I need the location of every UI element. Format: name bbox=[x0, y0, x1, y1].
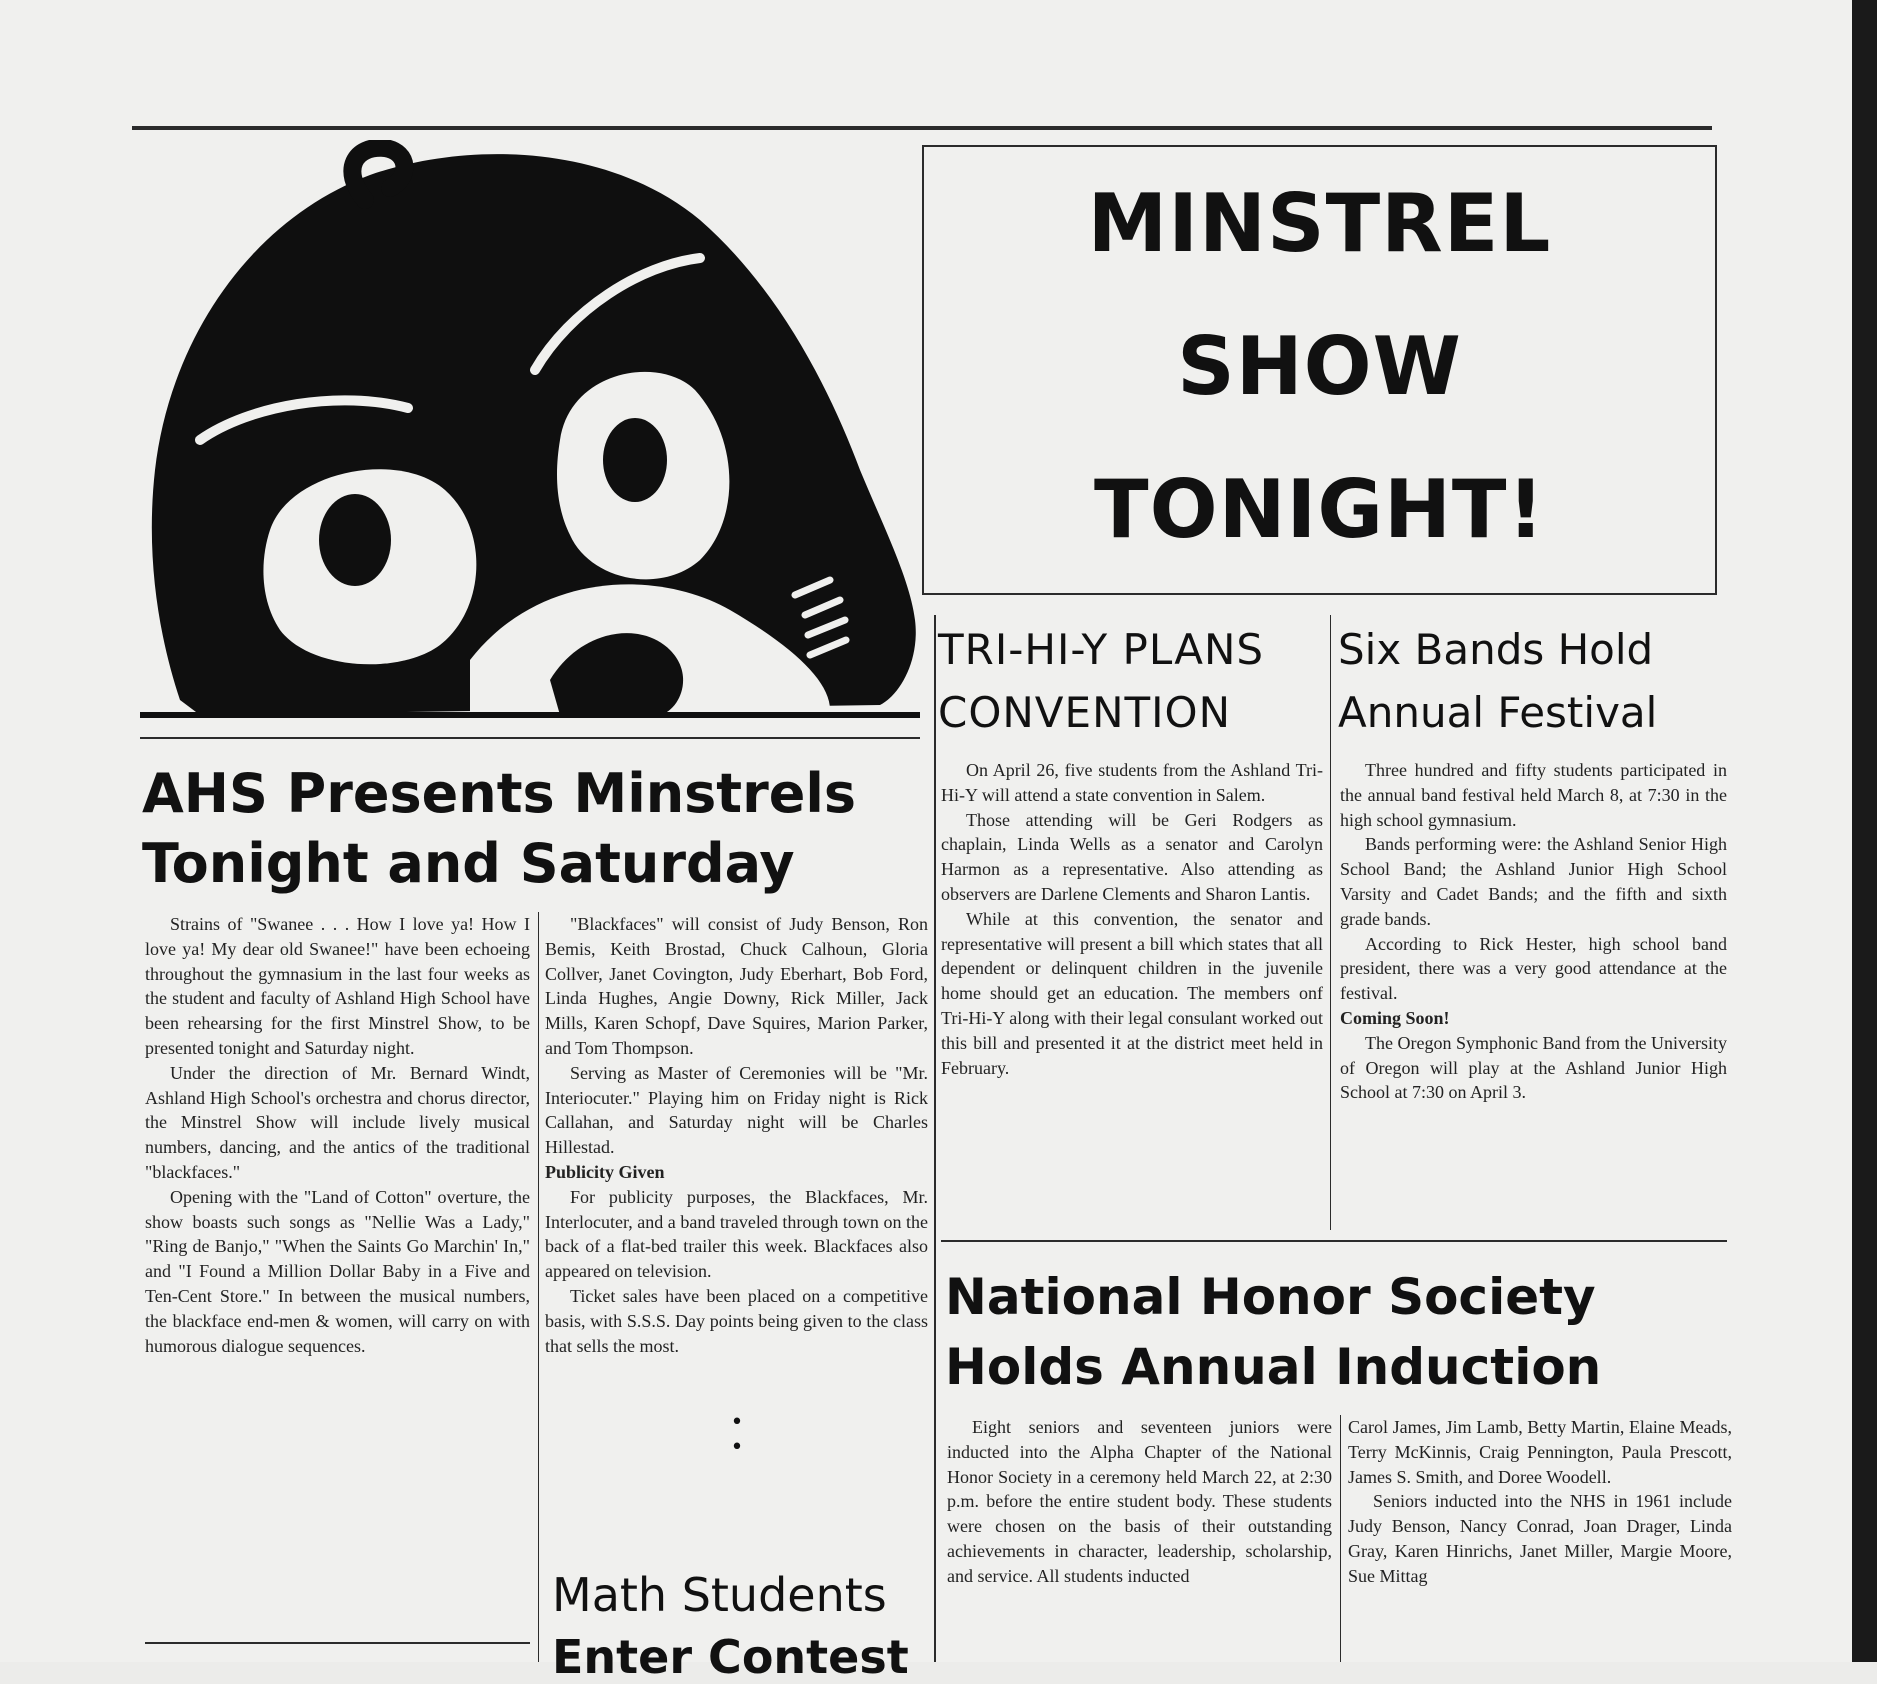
math-headline-line-1: Math Students bbox=[552, 1568, 887, 1622]
pupil-right bbox=[603, 418, 667, 502]
headline-line-1: MINSTREL bbox=[1087, 177, 1552, 270]
ahs-col2-paragraph: For publicity purposes, the Blackfaces, Mr. Interlocuter, and a band traveled through town on the back of a flat-bed trailer this week. Blackfaces also appeared on television. bbox=[545, 1186, 928, 1282]
headline-box bbox=[922, 145, 1717, 595]
nhs-paragraph: Seniors inducted into the NHS in 1961 include Judy Benson, Nancy Conrad, Joan Drager, Linda Gray, Karen Hinrichs, Janet Miller, Margie Moore, Sue Mittag bbox=[1348, 1491, 1732, 1586]
trihiy-paragraph: Those attending will be Geri Rodgers as chaplain, Linda Wells as a senator and Carolyn Harmon as a representative. Also attending as observers are Darlene Clements and Sharon Lantis. bbox=[941, 809, 1323, 904]
headline-line-2: SHOW bbox=[1177, 320, 1462, 413]
ahs-col1-paragraph: Under the direction of Mr. Bernard Windt, Ashland High School's orchestra and chorus director, the Minstrel Show will include lively musical numbers, dancing, and the antics of the traditional "blackfaces." bbox=[145, 1062, 530, 1182]
coming-soon-subheading: Coming Soon! bbox=[1340, 1007, 1450, 1028]
ahs-bottom-rule bbox=[145, 1642, 530, 1644]
ahs-headline-line-2: Tonight and Saturday bbox=[142, 832, 795, 895]
ahs-col2-paragraph: Ticket sales have been placed on a competitive basis, with S.S.S. Day points being given to the class that sells the most. bbox=[545, 1285, 928, 1356]
bands-paragraph: According to Rick Hester, high school band president, there was a very good attendance at the festival. bbox=[1340, 933, 1727, 1004]
section-separator-dots: • • bbox=[730, 1410, 770, 1460]
bands-paragraph: Three hundred and fifty students participated in the annual band festival held March 8, at 7:30 in the high school gymnasium. bbox=[1340, 760, 1727, 830]
ahs-col2-paragraph: "Blackfaces" will consist of Judy Benson, Ron Bemis, Keith Brostad, Chuck Calhoun, Gloria Collver, Janet Covington, Judy Eberhart, Bob Ford, Linda Hughes, Angie Downy, Rick Miller, Jack Mills, Karen Schopf, Dave Squires, Marion Parker, and Tom Thompson. bbox=[545, 914, 928, 1058]
bands-paragraph: Bands performing were: the Ashland Senior High School Band; the Ashland Junior High School Varsity and Cadet Bands; and the fifth and sixth grade bands. bbox=[1340, 834, 1727, 929]
bands-headline-line-2: Annual Festival bbox=[1338, 688, 1658, 737]
ahs-headline-line-1: AHS Presents Minstrels bbox=[142, 762, 857, 825]
nhs-top-rule bbox=[941, 1240, 1727, 1242]
nhs-headline-line-2: Holds Annual Induction bbox=[945, 1338, 1602, 1396]
ahs-col2-paragraph: Serving as Master of Ceremonies will be "Mr. Interiocuter." Playing him on Friday night is Rick Callahan, and Saturday night will be Charles Hillestad. bbox=[545, 1062, 928, 1158]
math-headline-line-2: Enter Contest bbox=[552, 1630, 909, 1684]
trihiy-bands-divider bbox=[1330, 615, 1331, 1230]
publicity-subheading: Publicity Given bbox=[545, 1161, 665, 1182]
top-rule bbox=[132, 126, 1712, 130]
illustration-base-rule bbox=[140, 737, 920, 739]
trihiy-paragraph: On April 26, five students from the Ashland Tri-Hi-Y will attend a state convention in Salem. bbox=[941, 760, 1323, 805]
bands-paragraph: The Oregon Symphonic Band from the University of Oregon will play at the Ashland Junior High School at 7:30 on April 3. bbox=[1340, 1032, 1727, 1103]
center-column-divider bbox=[934, 615, 936, 1662]
nhs-column-1 bbox=[947, 1415, 1332, 1662]
bands-column bbox=[1340, 758, 1727, 1228]
trihiy-headline-line-1: TRI-HI-Y PLANS bbox=[938, 625, 1265, 674]
pupil-left bbox=[319, 494, 391, 586]
trihiy-paragraph: While at this convention, the senator and representative will present a bill which states that all dependent or delinquent children in the juvenile home should get an education. The members onf Tri-Hi-Y along with their legal consulant worked out this bill and presented it at the district meet held in February. bbox=[941, 908, 1323, 1078]
nhs-column-divider bbox=[1340, 1415, 1341, 1662]
ahs-col1-paragraph: Opening with the "Land of Cotton" overture, the show boasts such songs as "Nellie Was a Lady," "Ring de Banjo," "When the Saints Go Marchin' In," and "I Found a Million Dollar Baby in a Five and Ten-Cent Store." In between the musical numbers, the blackface end-men & women, will carry on with humorous dialogue sequences. bbox=[145, 1186, 530, 1356]
scan-right-edge bbox=[1852, 0, 1877, 1662]
nhs-paragraph: Carol James, Jim Lamb, Betty Martin, Elaine Meads, Terry McKinnis, Craig Pennington, Paula Prescott, James S. Smith, and Doree Woodell. bbox=[1348, 1417, 1732, 1487]
ahs-column-1 bbox=[145, 912, 530, 1622]
nhs-headline-line-1: National Honor Society bbox=[945, 1268, 1596, 1326]
minstrel-face-illustration bbox=[140, 140, 920, 730]
trihiy-column bbox=[941, 758, 1323, 1228]
headline-line-3: TONIGHT! bbox=[1094, 463, 1545, 556]
trihiy-headline-line-2: CONVENTION bbox=[938, 688, 1232, 737]
ahs-column-divider bbox=[538, 912, 539, 1662]
ahs-col1-paragraph: Strains of "Swanee . . . How I love ya! How I love ya! My dear old Swanee!" have been echoeing throughout the gymnasium in the last four weeks as the student and faculty of Ashland High School have been rehearsing for the first Minstrel Show, to be presented tonight and Saturday night. bbox=[145, 914, 530, 1058]
nhs-column-2 bbox=[1348, 1415, 1732, 1662]
nhs-paragraph: Eight seniors and seventeen juniors were inducted into the Alpha Chapter of the National Honor Society in a ceremony held March 22, at 2:30 p.m. before the entire student body. These students were chosen on the basis of their outstanding achievements in character, leadership, scholarship, and service. All students inducted bbox=[947, 1417, 1332, 1586]
bands-headline-line-1: Six Bands Hold bbox=[1338, 625, 1654, 674]
